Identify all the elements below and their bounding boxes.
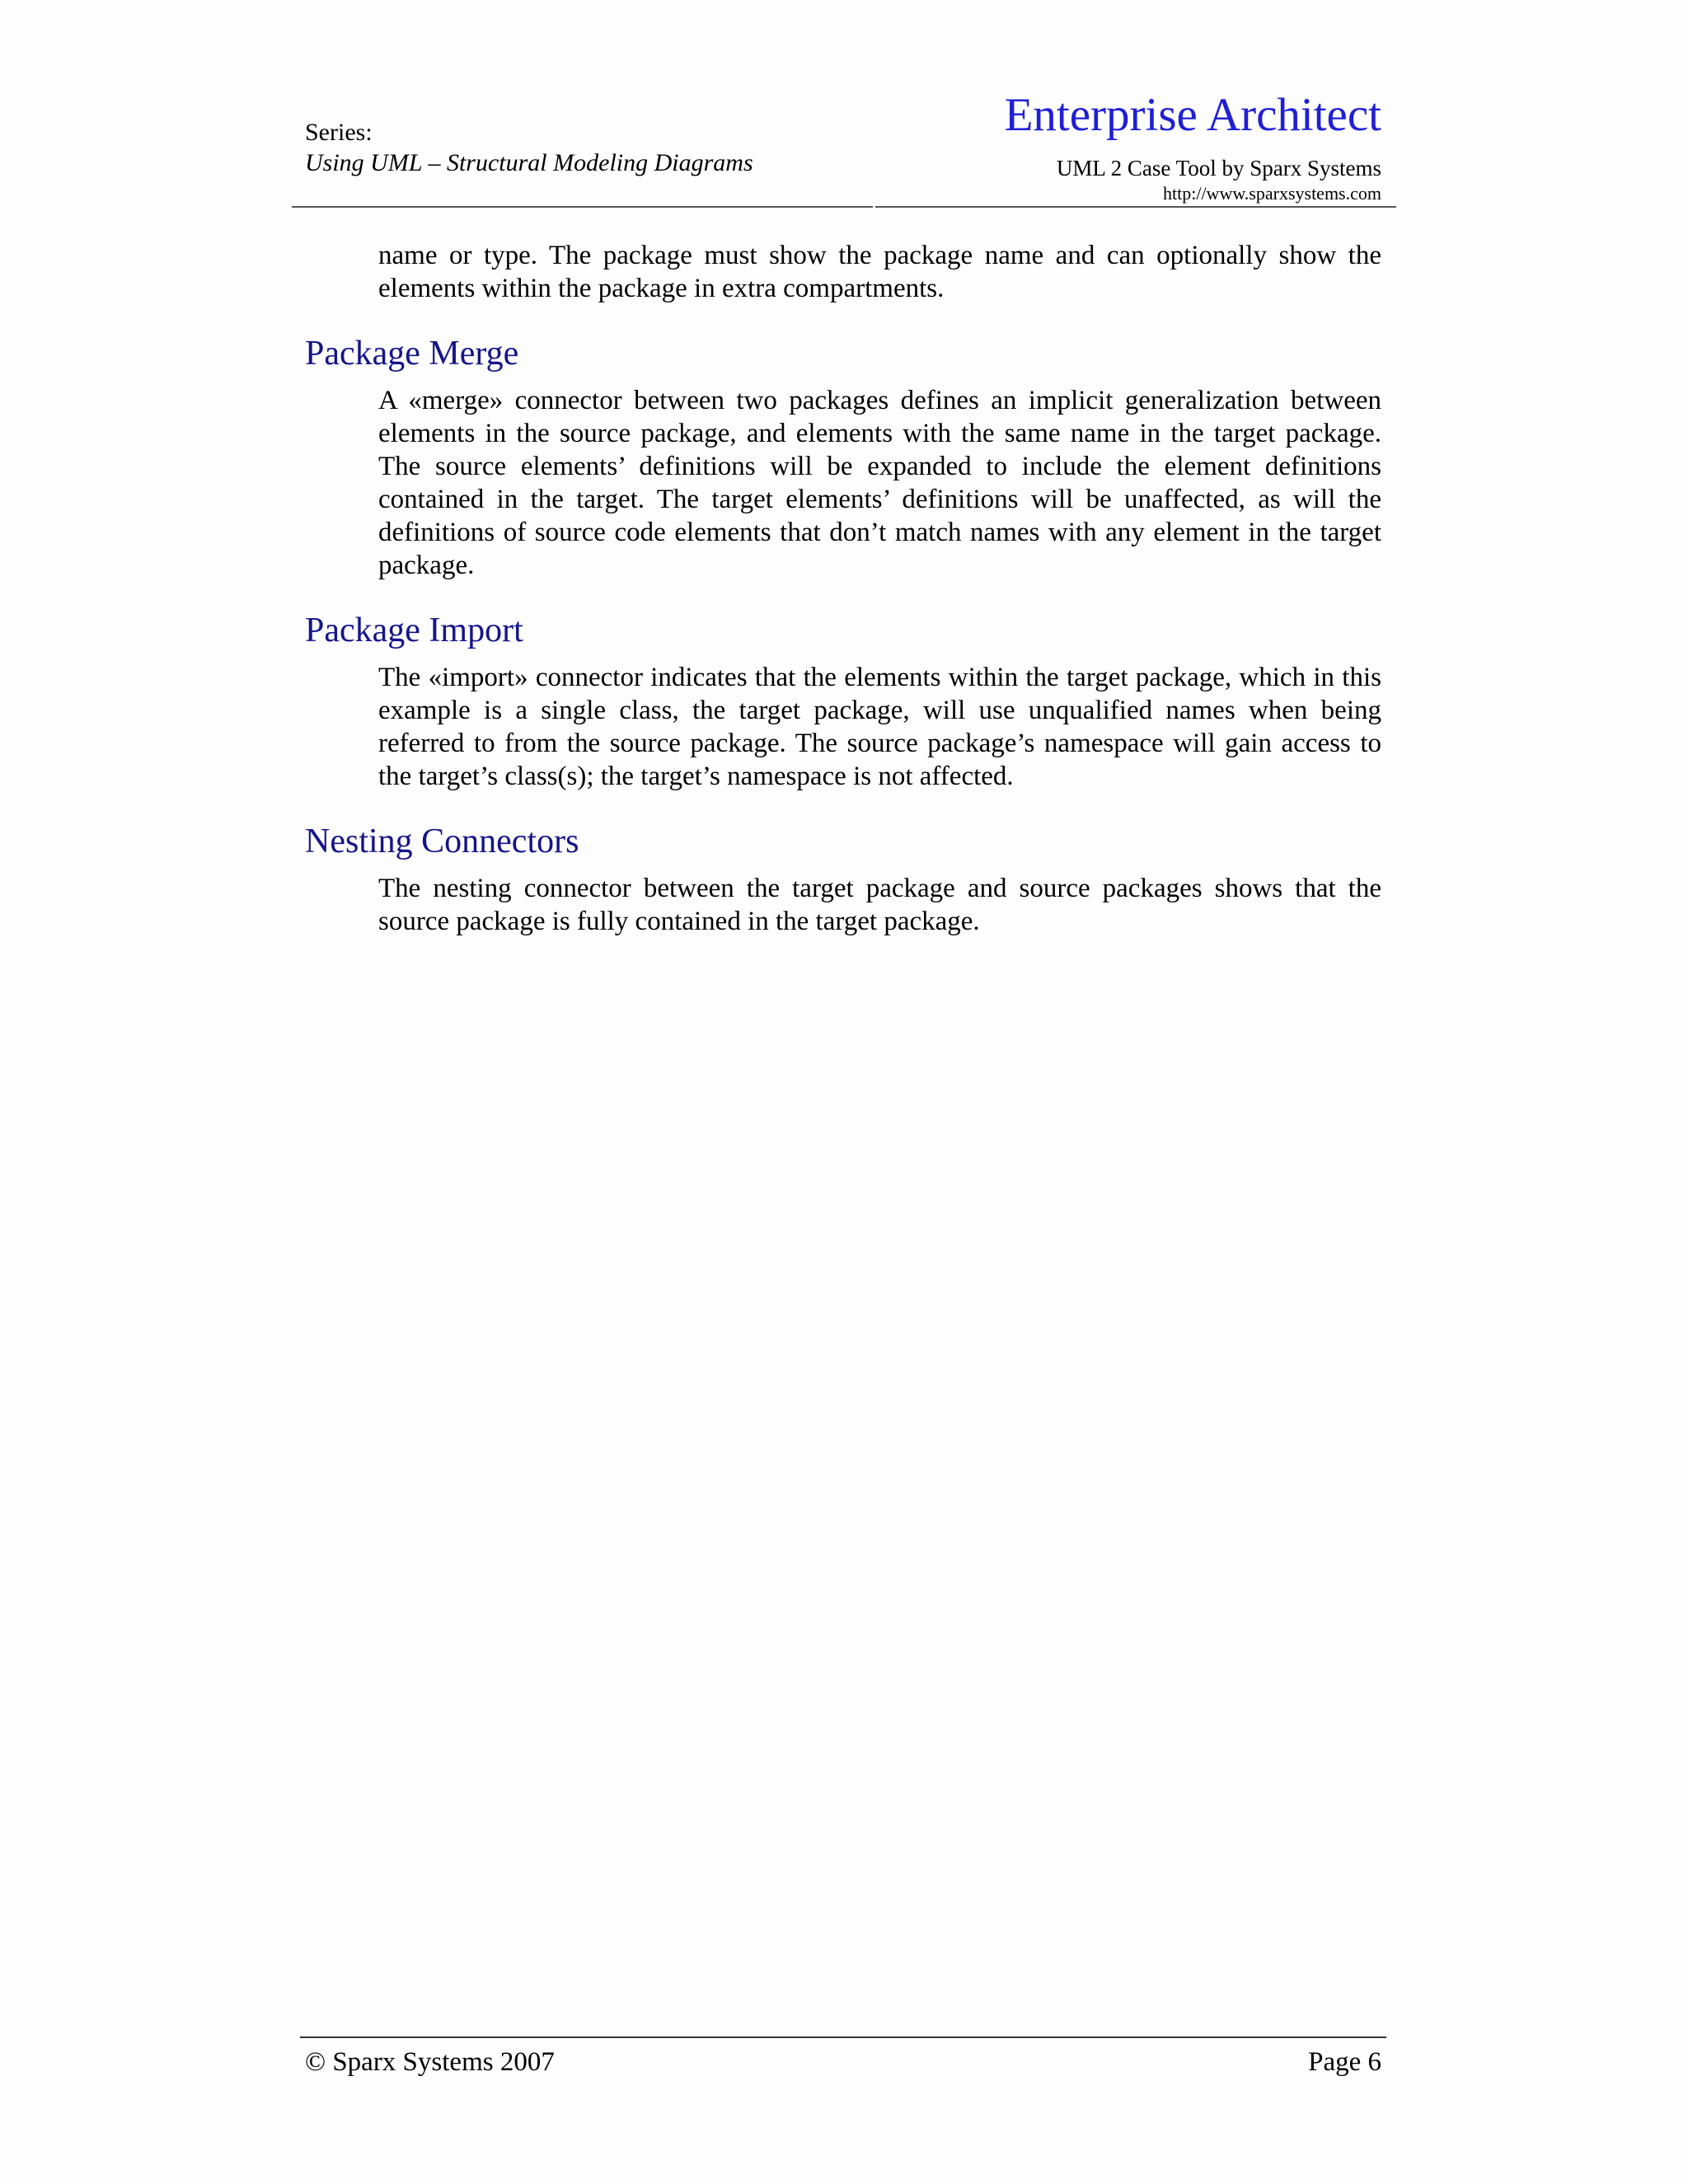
section-heading-package-import: Package Import xyxy=(305,612,523,649)
page-header xyxy=(0,0,1688,214)
section-paragraph-package-merge: A «merge» connector between two packages defines an implicit generalization between elements in the source package, and elements with the same name in the target package. The source elements’ definitions will be expanded to include the element definitions contained in the target. The target elements’ definitions will be unaffected, as will the definitions of source code elements that don’t match names with any element in the target package. xyxy=(378,386,1381,580)
brand-subtitle: UML 2 Case Tool by Sparx Systems xyxy=(1056,156,1381,180)
series-label: Series: xyxy=(305,119,373,146)
section-paragraph-nesting-connectors: The nesting connector between the target package and source packages shows that the source package is fully contained in the target package. xyxy=(378,874,1381,936)
page-footer xyxy=(0,2027,1688,2093)
series-title: Using UML – Structural Modeling Diagrams xyxy=(305,149,753,176)
intro-paragraph: name or type. The package must show the package name and can optionally show the elements within the package in extra compartments. xyxy=(378,241,1381,303)
section-heading-nesting-connectors: Nesting Connectors xyxy=(305,823,579,860)
brand-title: Enterprise Architect xyxy=(1004,89,1381,141)
footer-copyright: © Sparx Systems 2007 xyxy=(305,2047,555,2077)
brand-url-link[interactable]: http://www.sparxsystems.com xyxy=(1163,183,1381,204)
header-divider-left xyxy=(292,206,873,208)
footer-divider xyxy=(300,2036,1386,2038)
section-heading-package-merge: Package Merge xyxy=(305,335,519,373)
page-content xyxy=(305,239,1381,938)
header-divider-right xyxy=(875,206,1396,208)
section-paragraph-package-import: The «import» connector indicates that the elements within the target package, which in this example is a single class, the target package, will use unqualified names when being referred to from the source package. The source package’s namespace will gain access to the target’s class(s); the target’s namespace is not affected. xyxy=(378,663,1381,791)
footer-page-number: Page 6 xyxy=(1308,2047,1381,2077)
